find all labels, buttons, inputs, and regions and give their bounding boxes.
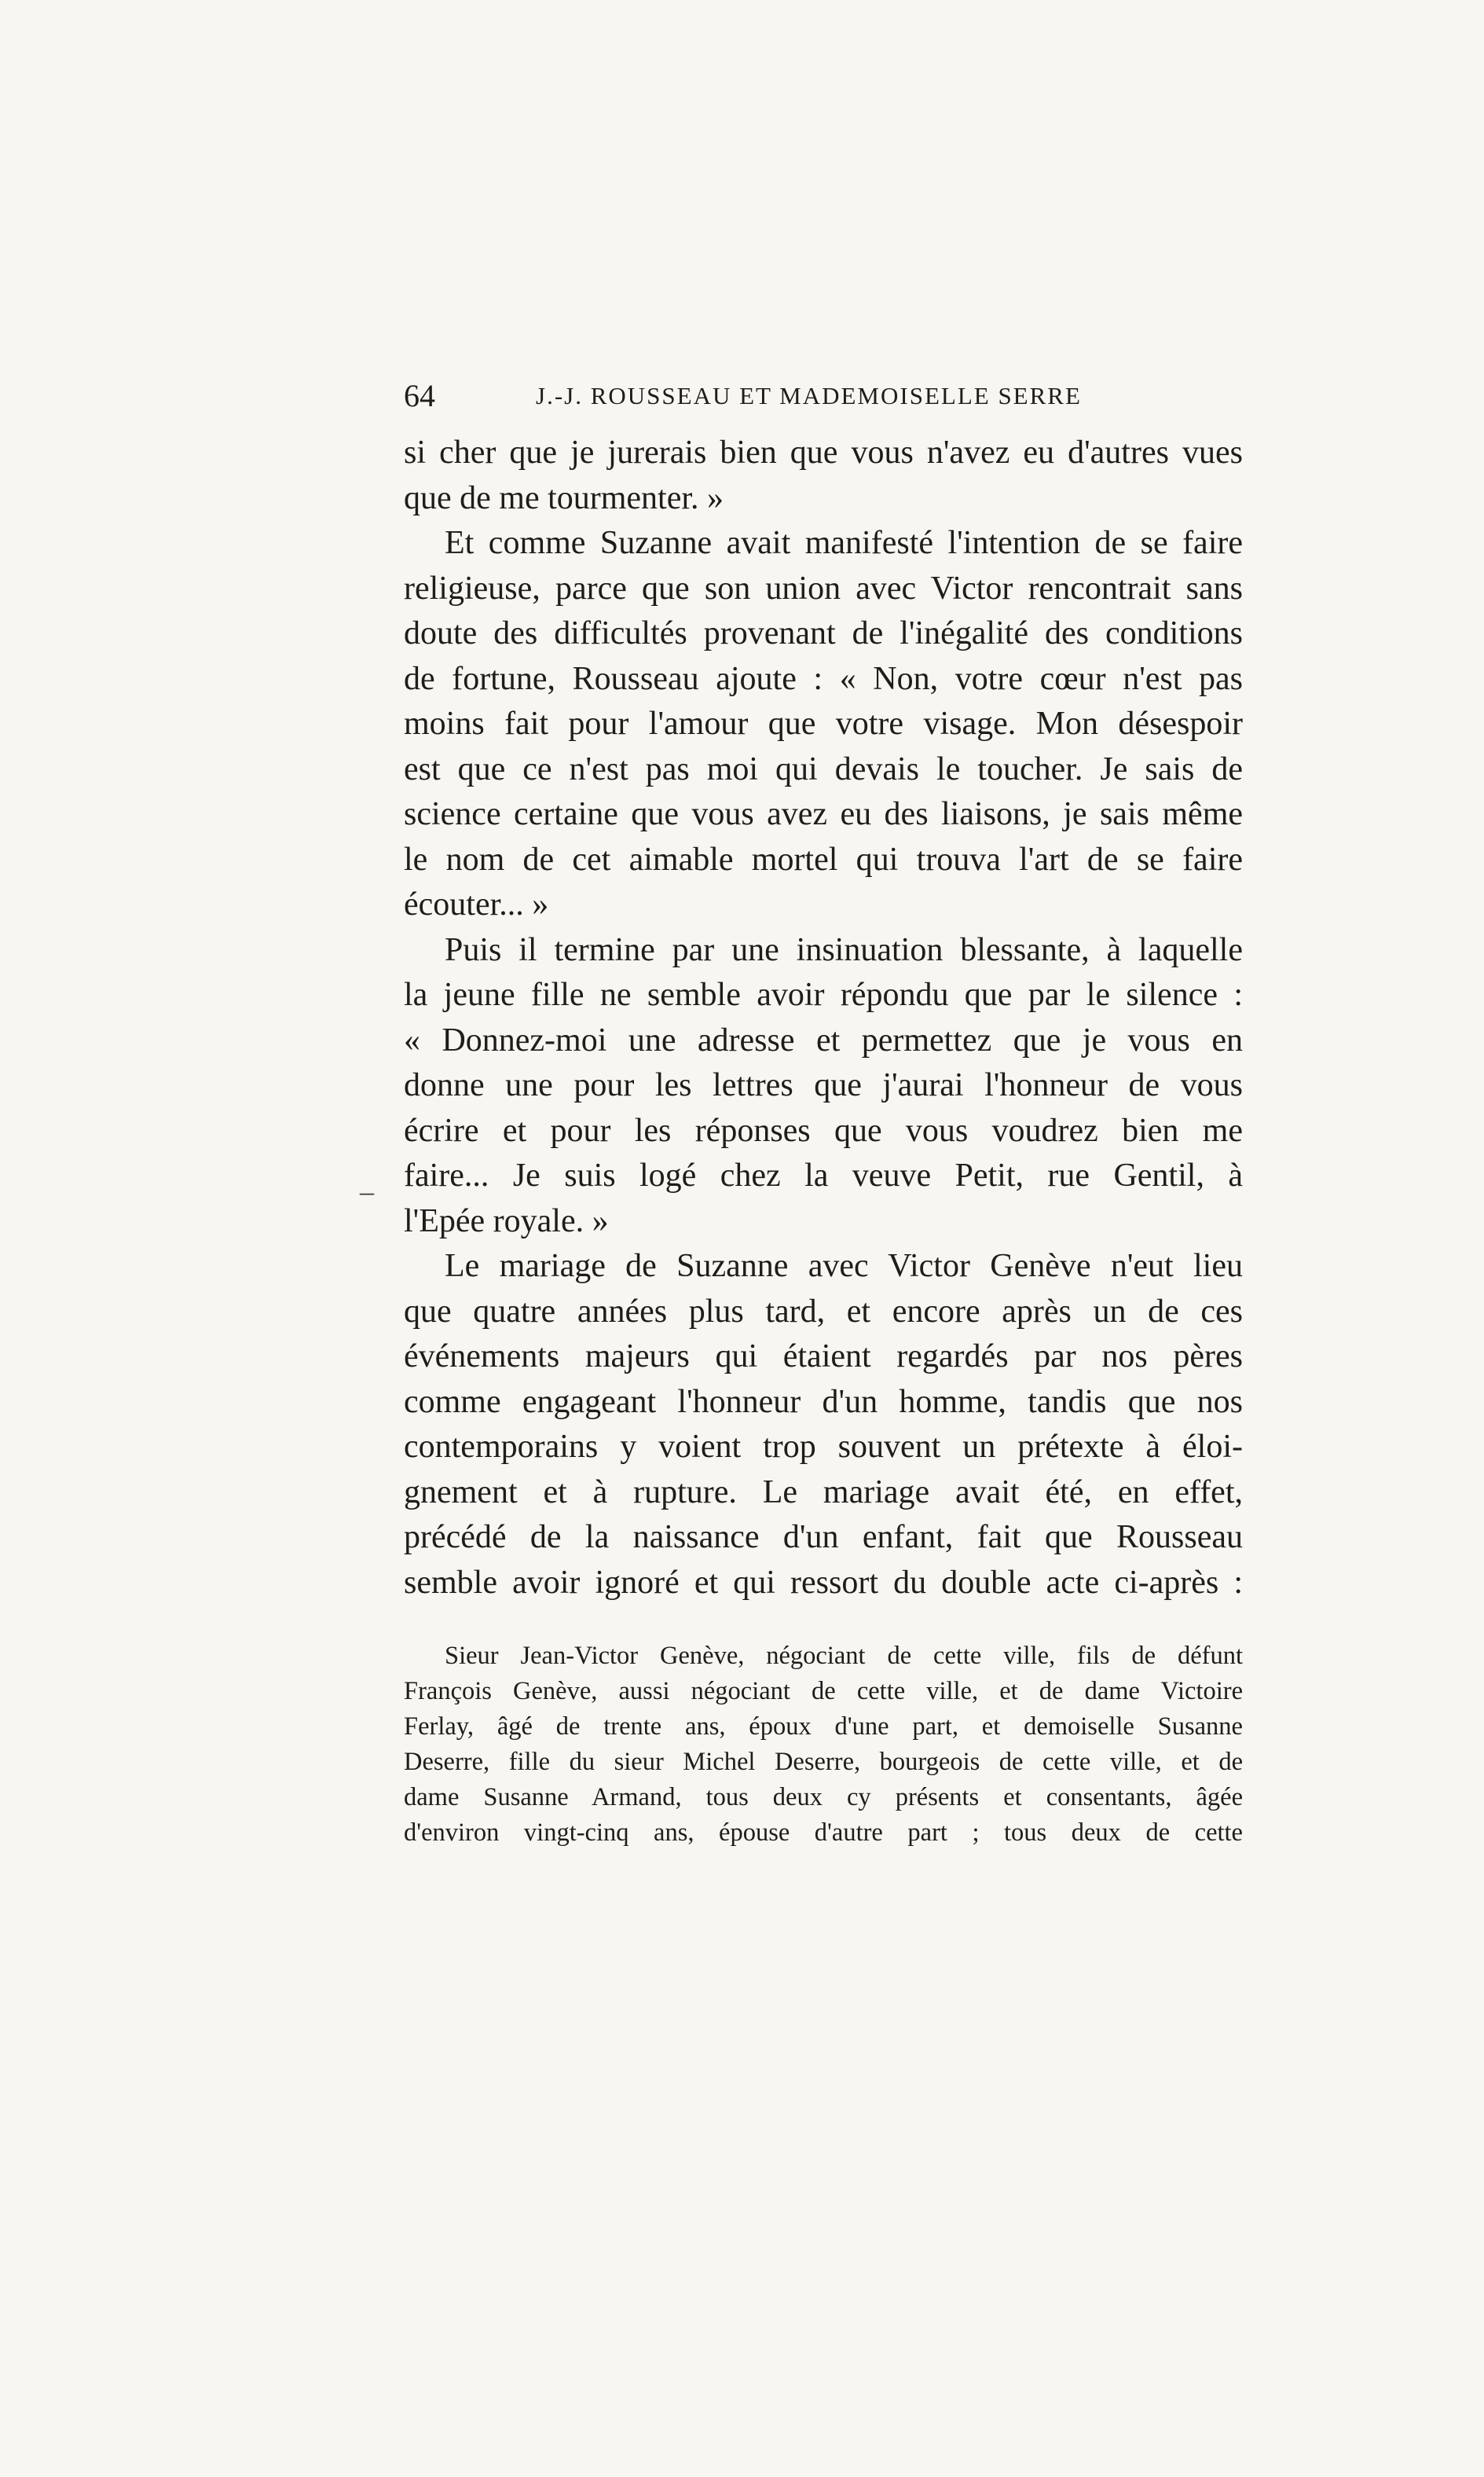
text-line: Le mariage de Suzanne avec Victor Genève n'eut lieu bbox=[445, 1248, 1243, 1284]
text-line: donne une pour les lettres que j'aurai l'honneur de vous bbox=[404, 1067, 1243, 1103]
note-line: d'environ vingt-cinq ans, épouse d'autre part ; tous deux de cette bbox=[404, 1818, 1243, 1847]
text-line: contemporains y voient trop souvent un prétexte à éloi- bbox=[404, 1429, 1243, 1465]
text-line: précédé de la naissance d'un enfant, fait que Rousseau bbox=[404, 1519, 1243, 1555]
note-line: Ferlay, âgé de trente ans, époux d'une part, et demoiselle Susanne bbox=[404, 1712, 1243, 1741]
text-line: Puis il termine par une insinuation blessante, à laquelle bbox=[445, 931, 1243, 968]
text-line: religieuse, parce que son union avec Victor rencontrait sans bbox=[404, 570, 1243, 607]
text-line: que de me tourmenter. » bbox=[404, 479, 724, 516]
page-number: 64 bbox=[404, 378, 435, 413]
text-line: écrire et pour les réponses que vous voudrez bien me bbox=[404, 1112, 1243, 1149]
text-line: gnement et à rupture. Le mariage avait été, en effet, bbox=[404, 1473, 1243, 1510]
text-line: le nom de cet aimable mortel qui trouva l'art de se faire bbox=[404, 841, 1243, 878]
text-line: comme engageant l'honneur d'un homme, tandis que nos bbox=[404, 1383, 1243, 1420]
text-line: que quatre années plus tard, et encore après un de ces bbox=[404, 1293, 1243, 1330]
text-line: Et comme Suzanne avait manifesté l'intention de se faire bbox=[445, 525, 1243, 561]
text-line: de fortune, Rousseau ajoute : « Non, votre cœur n'est pas bbox=[404, 660, 1243, 697]
note-line: Sieur Jean-Victor Genève, négociant de cette ville, fils de défunt bbox=[445, 1642, 1243, 1670]
text-line: est que ce n'est pas moi qui devais le toucher. Je sais de bbox=[404, 750, 1243, 787]
text-line: faire... Je suis logé chez la veuve Petit, rue Gentil, à bbox=[404, 1158, 1243, 1194]
text-line: l'Epée royale. » bbox=[404, 1202, 609, 1239]
page-header bbox=[404, 372, 1243, 420]
text-line: doute des difficultés provenant de l'inégalité des conditions bbox=[404, 615, 1243, 651]
text-line: science certaine que vous avez eu des liaisons, je sais même bbox=[404, 796, 1243, 832]
running-title: J.-J. ROUSSEAU ET MADEMOISELLE SERRE bbox=[536, 382, 1082, 409]
note-line: François Genève, aussi négociant de cette ville, et de dame Victoire bbox=[404, 1677, 1243, 1705]
body-text bbox=[404, 431, 1243, 1605]
text-line: événements majeurs qui étaient regardés par nos pères bbox=[404, 1338, 1243, 1374]
quoted-document bbox=[404, 1638, 1243, 1851]
note-line: dame Susanne Armand, tous deux cy présents et consentants, âgée bbox=[404, 1783, 1243, 1811]
text-line: la jeune fille ne semble avoir répondu que par le silence : bbox=[404, 977, 1243, 1013]
text-line: écouter... » bbox=[404, 886, 549, 923]
note-line: Deserre, fille du sieur Michel Deserre, bourgeois de cette ville, et de bbox=[404, 1748, 1243, 1776]
text-line: « Donnez-moi une adresse et permettez que je vous en bbox=[404, 1022, 1243, 1059]
text-line: semble avoir ignoré et qui ressort du double acte ci-après : bbox=[404, 1564, 1243, 1601]
text-line: si cher que je jurerais bien que vous n'avez eu d'autres vues bbox=[404, 435, 1243, 471]
margin-mark: – bbox=[360, 1176, 374, 1207]
text-line: moins fait pour l'amour que votre visage. Mon désespoir bbox=[404, 706, 1243, 742]
